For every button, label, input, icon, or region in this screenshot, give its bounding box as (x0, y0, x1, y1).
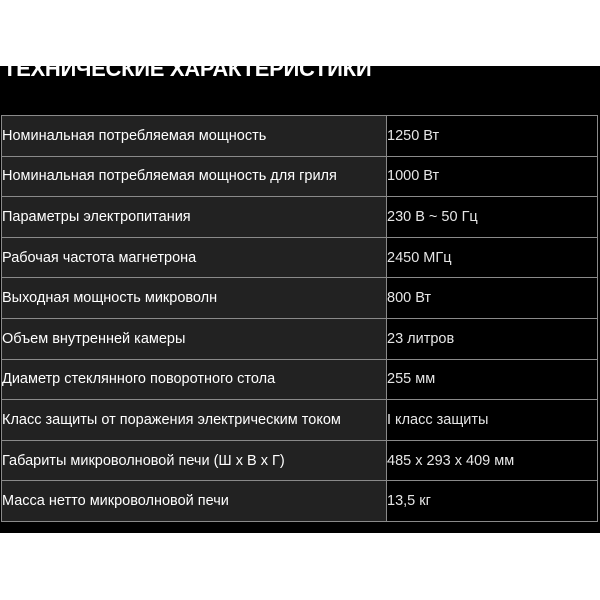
spec-value: I класс защиты (387, 400, 598, 441)
spec-value: 23 литров (387, 318, 598, 359)
spec-value: 1000 Вт (387, 156, 598, 197)
spec-value: 230 В ~ 50 Гц (387, 197, 598, 238)
specs-table (1, 115, 598, 522)
table-row (2, 197, 598, 238)
spec-value: 1250 Вт (387, 116, 598, 157)
table-row (2, 116, 598, 157)
page-title: ТЕХНИЧЕСКИЕ ХАРАКТЕРИСТИКИ (3, 56, 372, 81)
spec-label: Номинальная потребляемая мощность для гриля (2, 156, 387, 197)
specs-panel (0, 56, 600, 533)
table-row (2, 237, 598, 278)
spec-label: Рабочая частота магнетрона (2, 237, 387, 278)
table-row (2, 400, 598, 441)
table-row (2, 359, 598, 400)
table-row (2, 278, 598, 319)
table-row (2, 440, 598, 481)
table-row (2, 481, 598, 522)
spec-value: 13,5 кг (387, 481, 598, 522)
spec-value: 485 x 293 x 409 мм (387, 440, 598, 481)
spec-label: Выходная мощность микроволн (2, 278, 387, 319)
spec-label: Масса нетто микроволновой печи (2, 481, 387, 522)
table-row (2, 318, 598, 359)
spec-label: Объем внутренней камеры (2, 318, 387, 359)
spec-label: Диаметр стеклянного поворотного стола (2, 359, 387, 400)
spec-label: Номинальная потребляемая мощность (2, 116, 387, 157)
spec-value: 800 Вт (387, 278, 598, 319)
spec-value: 2450 МГц (387, 237, 598, 278)
spec-value: 255 мм (387, 359, 598, 400)
spec-label: Параметры электропитания (2, 197, 387, 238)
spec-label: Класс защиты от поражения электрическим током (2, 400, 387, 441)
table-row (2, 156, 598, 197)
spec-label: Габариты микроволновой печи (Ш x В x Г) (2, 440, 387, 481)
